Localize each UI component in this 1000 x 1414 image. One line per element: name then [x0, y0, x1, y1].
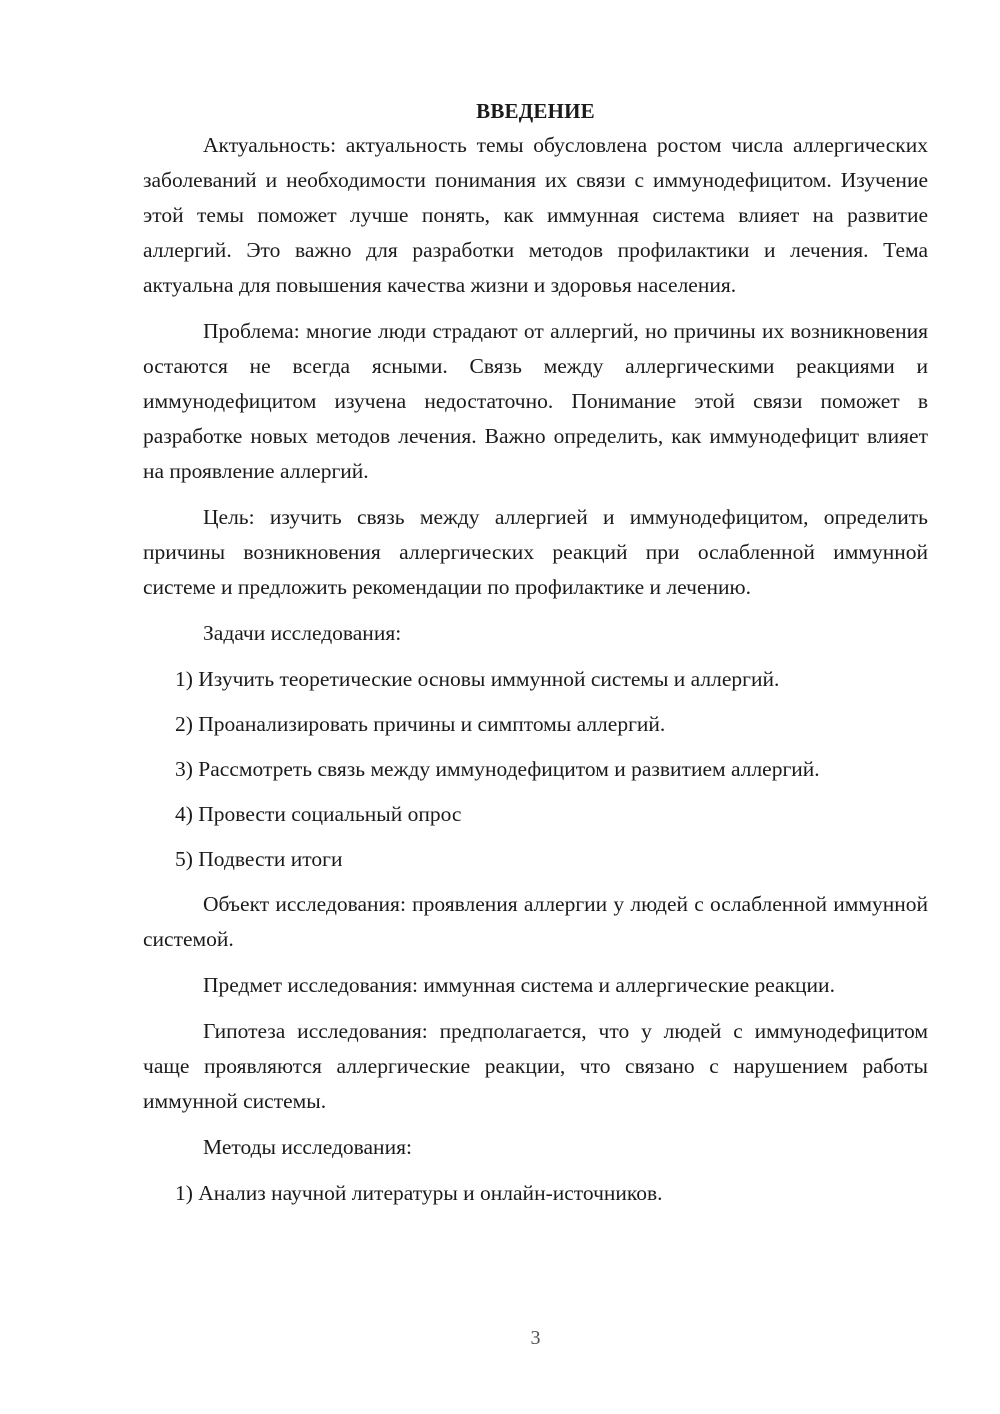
task-item-5: 5) Подвести итоги — [175, 847, 343, 871]
task-item-4: 4) Провести социальный опрос — [175, 802, 462, 826]
tasks-heading: Задачи исследования: — [203, 621, 402, 645]
problem-paragraph: Проблема: многие люди страдают от аллергий, но причины их возникновения остаются не всегда ясными. Связь между аллергическими реакциями и иммунодефицитом изучена недостаточно. Понимание этой связи поможет в разработке новых методов лечения. Важно определить, как иммунодефицит влияет на проявление аллергий. — [143, 319, 928, 483]
goal-paragraph: Цель: изучить связь между аллергией и иммунодефицитом, определить причины возникновения аллергических реакций при ослабленной иммунной системе и предложить рекомендации по профилактике и лечению. — [143, 505, 928, 599]
page-number: 3 — [530, 1327, 541, 1349]
subject-paragraph: Предмет исследования: иммунная система и аллергические реакции. — [203, 973, 835, 997]
task-item-1: 1) Изучить теоретические основы иммунной системы и аллергий. — [175, 667, 780, 691]
document-page — [143, 94, 928, 1221]
hypothesis-paragraph: Гипотеза исследования: предполагается, что у людей с иммунодефицитом чаще проявляются аллергические реакции, что связано с нарушением работы иммунной системы. — [143, 1019, 928, 1113]
methods-list — [143, 1176, 928, 1211]
object-paragraph: Объект исследования: проявления аллергии у людей с ослабленной иммунной системой. — [143, 892, 928, 951]
task-item-3: 3) Рассмотреть связь между иммунодефицитом и развитием аллергий. — [175, 757, 820, 781]
task-item-2: 2) Проанализировать причины и симптомы аллергий. — [175, 712, 666, 736]
page-title: ВВЕДЕНИЕ — [476, 99, 595, 123]
method-item-1: 1) Анализ научной литературы и онлайн-источников. — [175, 1181, 663, 1205]
methods-heading: Методы исследования: — [203, 1135, 412, 1159]
relevance-paragraph: Актуальность: актуальность темы обусловлена ростом числа аллергических заболеваний и необходимости понимания их связи с иммунодефицитом. Изучение этой темы поможет лучше понять, как иммунная система влияет на развитие аллергий. Это важно для разработки методов профилактики и лечения. Тема актуальна для повышения качества жизни и здоровья населения. — [143, 133, 928, 297]
tasks-list — [143, 662, 928, 877]
